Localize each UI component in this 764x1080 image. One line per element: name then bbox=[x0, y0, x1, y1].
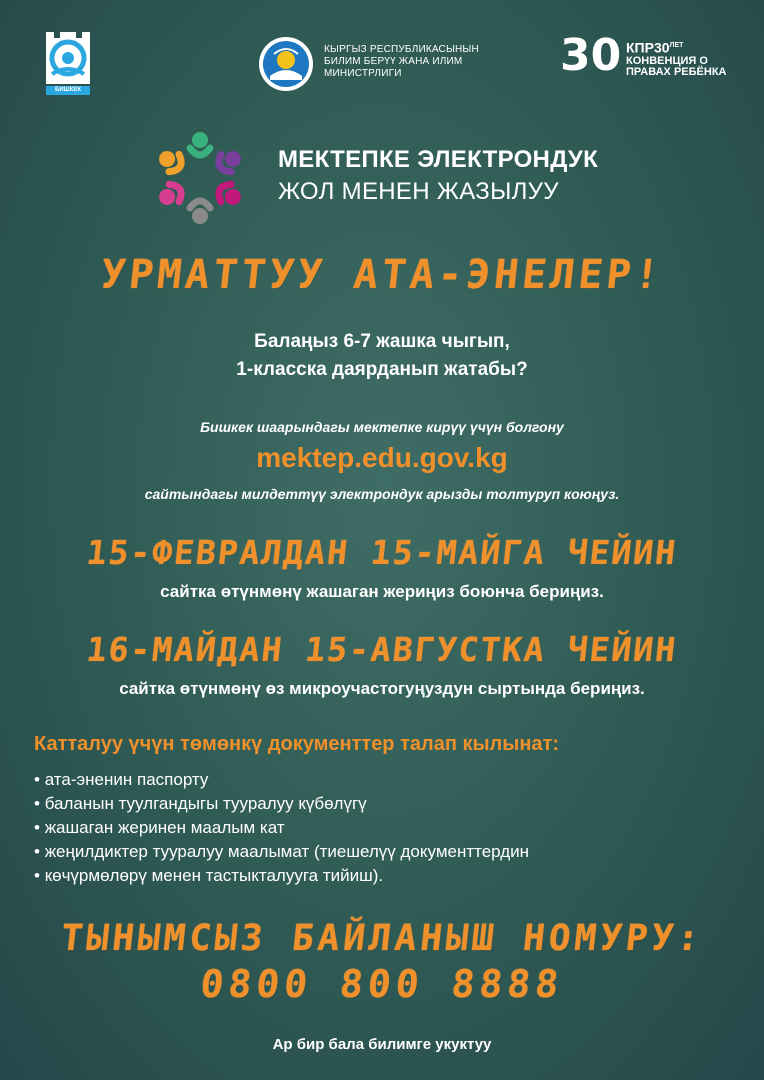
list-item: • көчүрмөлөрү менен тастыкталууга тийиш). bbox=[34, 864, 529, 888]
list-item: • баланын туулгандыгы тууралуу күбөлүгү bbox=[34, 792, 529, 816]
ministry-name bbox=[324, 44, 479, 80]
ministry-emblem-icon bbox=[258, 36, 314, 92]
question-line-1: Балаңыз 6-7 жашка чыгып, bbox=[254, 331, 510, 352]
bishkek-city-logo bbox=[38, 28, 98, 98]
crc-title: КПР30 bbox=[626, 39, 670, 56]
list-item: • жеңилдиктер тууралуу маалымат (тиешелүү документтердин bbox=[34, 840, 529, 864]
hotline-number[interactable]: 0800 800 8888 bbox=[198, 962, 566, 1006]
period-2-text: сайтка өтүнмөнү өз микроучастогуңуздун сыртында бериңиз. bbox=[119, 679, 645, 698]
crc-30-number: 30 bbox=[560, 30, 622, 81]
list-item: • жашаган жеринен маалым кат bbox=[34, 816, 529, 840]
program-title: МЕКТЕПКЕ ЭЛЕКТРОНДУК bbox=[278, 146, 599, 173]
footer-slogan: Ар бир бала билимге укуктуу bbox=[272, 1036, 492, 1053]
ministry-line-3: МИНИСТРЛИГИ bbox=[324, 68, 402, 79]
program-subtitle: ЖОЛ МЕНЕН ЖАЗЫЛУУ bbox=[278, 178, 559, 205]
period-1-title: 15-ФЕВРАЛДАН 15-МАЙГА ЧЕЙИН bbox=[84, 533, 680, 572]
greeting-heading: УРМАТТУУ АТА-ЭНЕЛЕР! bbox=[98, 252, 666, 298]
crc-caption bbox=[626, 38, 727, 78]
site-outro-text: сайтындагы милдеттүү электрондук арызды толтуруп коюңуз. bbox=[144, 486, 620, 502]
crc-super: ЛЕТ bbox=[669, 42, 684, 49]
bishkek-logo-text: БИШКЕК bbox=[55, 87, 81, 93]
site-url-link[interactable]: mektep.edu.gov.kg bbox=[256, 442, 508, 473]
question-block bbox=[0, 328, 764, 384]
site-intro-text: Бишкек шаарындагы мектепке кирүү үчүн болгону bbox=[200, 419, 564, 435]
crc-30-logo bbox=[560, 30, 622, 84]
list-item: • ата-эненин паспорту bbox=[34, 768, 529, 792]
period-2-title: 16-МАЙДАН 15-АВГУСТКА ЧЕЙИН bbox=[84, 630, 680, 669]
program-logo-icon bbox=[150, 128, 250, 228]
ministry-line-2: БИЛИМ БЕРҮҮ ЖАНА ИЛИМ bbox=[324, 56, 463, 67]
crc-line-1: КОНВЕНЦИЯ О bbox=[626, 54, 708, 67]
ministry-line-1: КЫРГЫЗ РЕСПУБЛИКАСЫНЫН bbox=[324, 44, 479, 55]
period-1-text: сайтка өтүнмөнү жашаган жериңиз боюнча бериңиз. bbox=[160, 582, 604, 601]
crc-line-2: ПРАВАХ РЕБЁНКА bbox=[626, 65, 727, 78]
hotline-title: ТЫНЫМСЫЗ БАЙЛАНЫШ НОМУРУ: bbox=[58, 918, 706, 959]
documents-heading: Катталуу үчүн төмөнкү документтер талап кылынат: bbox=[34, 733, 559, 755]
documents-list bbox=[34, 768, 529, 888]
question-line-2: 1-класска даярданып жатабы? bbox=[236, 359, 528, 380]
